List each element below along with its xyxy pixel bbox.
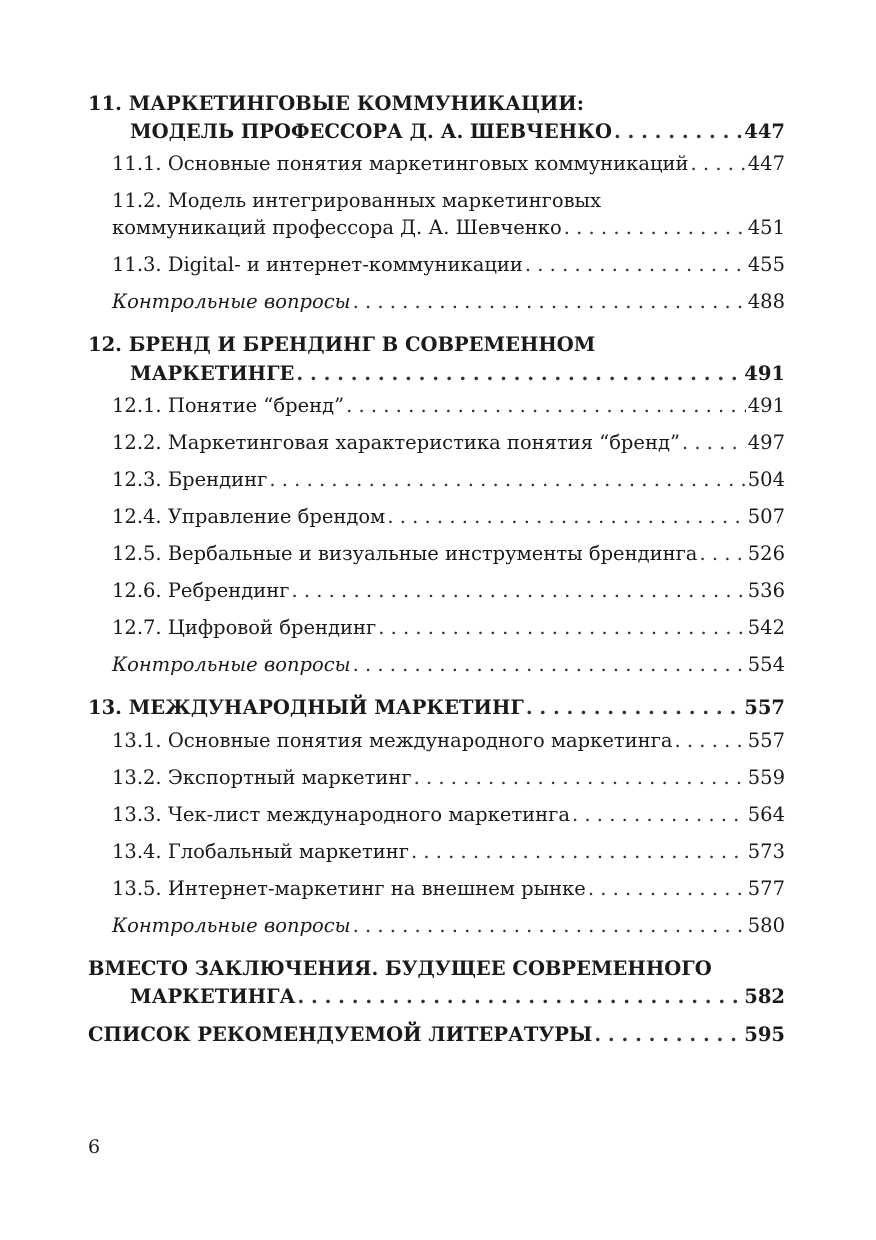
dot-leader [291,579,745,603]
chapter-11-entry[interactable] [130,120,785,144]
chapter-11-title-line1: 11. МАРКЕТИНГОВЫЕ КОММУНИКАЦИИ: [88,92,584,115]
chapter-13-title: 13. МЕЖДУНАРОДНЫЙ МАРКЕТИНГ [88,696,524,719]
entry-page: 580 [747,914,785,937]
entry-title: 11.3. Digital- и интернет-коммуникации [112,253,523,276]
entry-page: 526 [747,542,785,565]
entry-page: 542 [747,616,785,639]
chapter-13-entry[interactable] [88,696,785,720]
literature-page: 595 [744,1023,785,1046]
toc-entry-13-questions[interactable] [112,914,785,938]
entry-title: Контрольные вопросы [112,290,351,313]
literature-entry[interactable] [88,1023,785,1047]
entry-page: 497 [747,431,785,454]
toc-entry-12-questions[interactable] [112,653,785,677]
dot-leader [296,362,742,386]
entry-title: 12.1. Понятие “бренд” [112,394,345,417]
toc-entry-12-5[interactable] [112,542,785,566]
entry-title: Контрольные вопросы [112,914,351,937]
dot-leader [387,505,745,529]
dot-leader [614,120,742,144]
dot-leader [378,616,746,640]
entry-page: 451 [747,216,785,239]
dot-leader [594,1023,742,1047]
dot-leader [572,803,746,827]
conclusion-entry[interactable] [130,985,785,1009]
toc-entry-12-7[interactable] [112,616,785,640]
chapter-12-page: 491 [744,362,785,385]
dot-leader [699,542,745,566]
entry-title: 12.4. Управление брендом [112,505,386,528]
page-number: 6 [88,1136,101,1158]
dot-leader [682,431,746,455]
entry-page: 504 [747,468,785,491]
table-of-contents [88,0,785,1100]
chapter-11-title-line2: МОДЕЛЬ ПРОФЕССОРА Д. А. ШЕВЧЕНКО [130,120,612,143]
toc-entry-12-6[interactable] [112,579,785,603]
toc-entry-13-5[interactable] [112,877,785,901]
entry-page: 557 [747,729,785,752]
entry-page: 447 [747,152,785,175]
dot-leader [297,985,742,1009]
dot-leader [353,653,746,677]
dot-leader [411,840,746,864]
dot-leader [675,729,746,753]
entry-page: 491 [747,394,785,417]
entry-title: 12.6. Ребрендинг [112,579,290,602]
entry-title: Контрольные вопросы [112,653,351,676]
toc-entry-13-4[interactable] [112,840,785,864]
entry-title: 12.7. Цифровой брендинг [112,616,377,639]
dot-leader [588,877,746,901]
toc-entry-11-2[interactable] [112,216,785,240]
entry-page: 559 [747,766,785,789]
dot-leader [691,152,746,176]
entry-page: 564 [747,803,785,826]
dot-leader [414,766,746,790]
dot-leader [525,253,746,277]
entry-page: 536 [747,579,785,602]
dot-leader [346,394,746,418]
toc-entry-12-3[interactable] [112,468,785,492]
toc-entry-12-4[interactable] [112,505,785,529]
toc-entry-13-2[interactable] [112,766,785,790]
conclusion-title-line2: МАРКЕТИНГА [130,985,296,1008]
entry-title: коммуникаций профессора Д. А. Шевченко [112,216,562,239]
toc-entry-11-1[interactable] [112,152,785,176]
entry-page: 455 [747,253,785,276]
conclusion-title-line1: ВМЕСТО ЗАКЛЮЧЕНИЯ. БУДУЩЕЕ СОВРЕМЕННОГО [88,957,712,980]
dot-leader [526,696,742,720]
toc-entry-12-1[interactable] [112,394,785,418]
toc-entry-12-2[interactable] [112,431,785,455]
entry-title: 12.3. Брендинг [112,468,268,491]
entry-page: 577 [747,877,785,900]
toc-entry-11-2-line1: 11.2. Модель интегрированных маркетинговых [112,189,602,212]
entry-title: 12.5. Вербальные и визуальные инструменты брендинга [112,542,698,565]
dot-leader [353,290,746,314]
conclusion-page: 582 [744,985,785,1008]
dot-leader [269,468,745,492]
chapter-12-title-line2: МАРКЕТИНГЕ [130,362,295,385]
chapter-11-page: 447 [744,120,785,143]
entry-title: 13.4. Глобальный маркетинг [112,840,409,863]
chapter-12-entry[interactable] [130,362,785,386]
entry-title: 11.1. Основные понятия маркетинговых коммуникаций [112,152,689,175]
literature-title: СПИСОК РЕКОМЕНДУЕМОЙ ЛИТЕРАТУРЫ [88,1023,593,1046]
entry-title: 13.5. Интернет-маркетинг на внешнем рынке [112,877,586,900]
chapter-12-title-line1: 12. БРЕНД И БРЕНДИНГ В СОВРЕМЕННОМ [88,333,596,356]
dot-leader [353,914,746,938]
toc-entry-11-3[interactable] [112,253,785,277]
entry-title: 12.2. Маркетинговая характеристика понятия “бренд” [112,431,680,454]
entry-page: 573 [747,840,785,863]
toc-entry-13-1[interactable] [112,729,785,753]
entry-title: 13.2. Экспортный маркетинг [112,766,412,789]
dot-leader [564,216,746,240]
entry-title: 13.1. Основные понятия международного маркетинга [112,729,673,752]
entry-page: 507 [747,505,785,528]
toc-entry-11-questions[interactable] [112,290,785,314]
chapter-13-page: 557 [744,696,785,719]
entry-page: 488 [747,290,785,313]
toc-entry-13-3[interactable] [112,803,785,827]
entry-title: 13.3. Чек-лист международного маркетинга [112,803,570,826]
entry-page: 554 [747,653,785,676]
